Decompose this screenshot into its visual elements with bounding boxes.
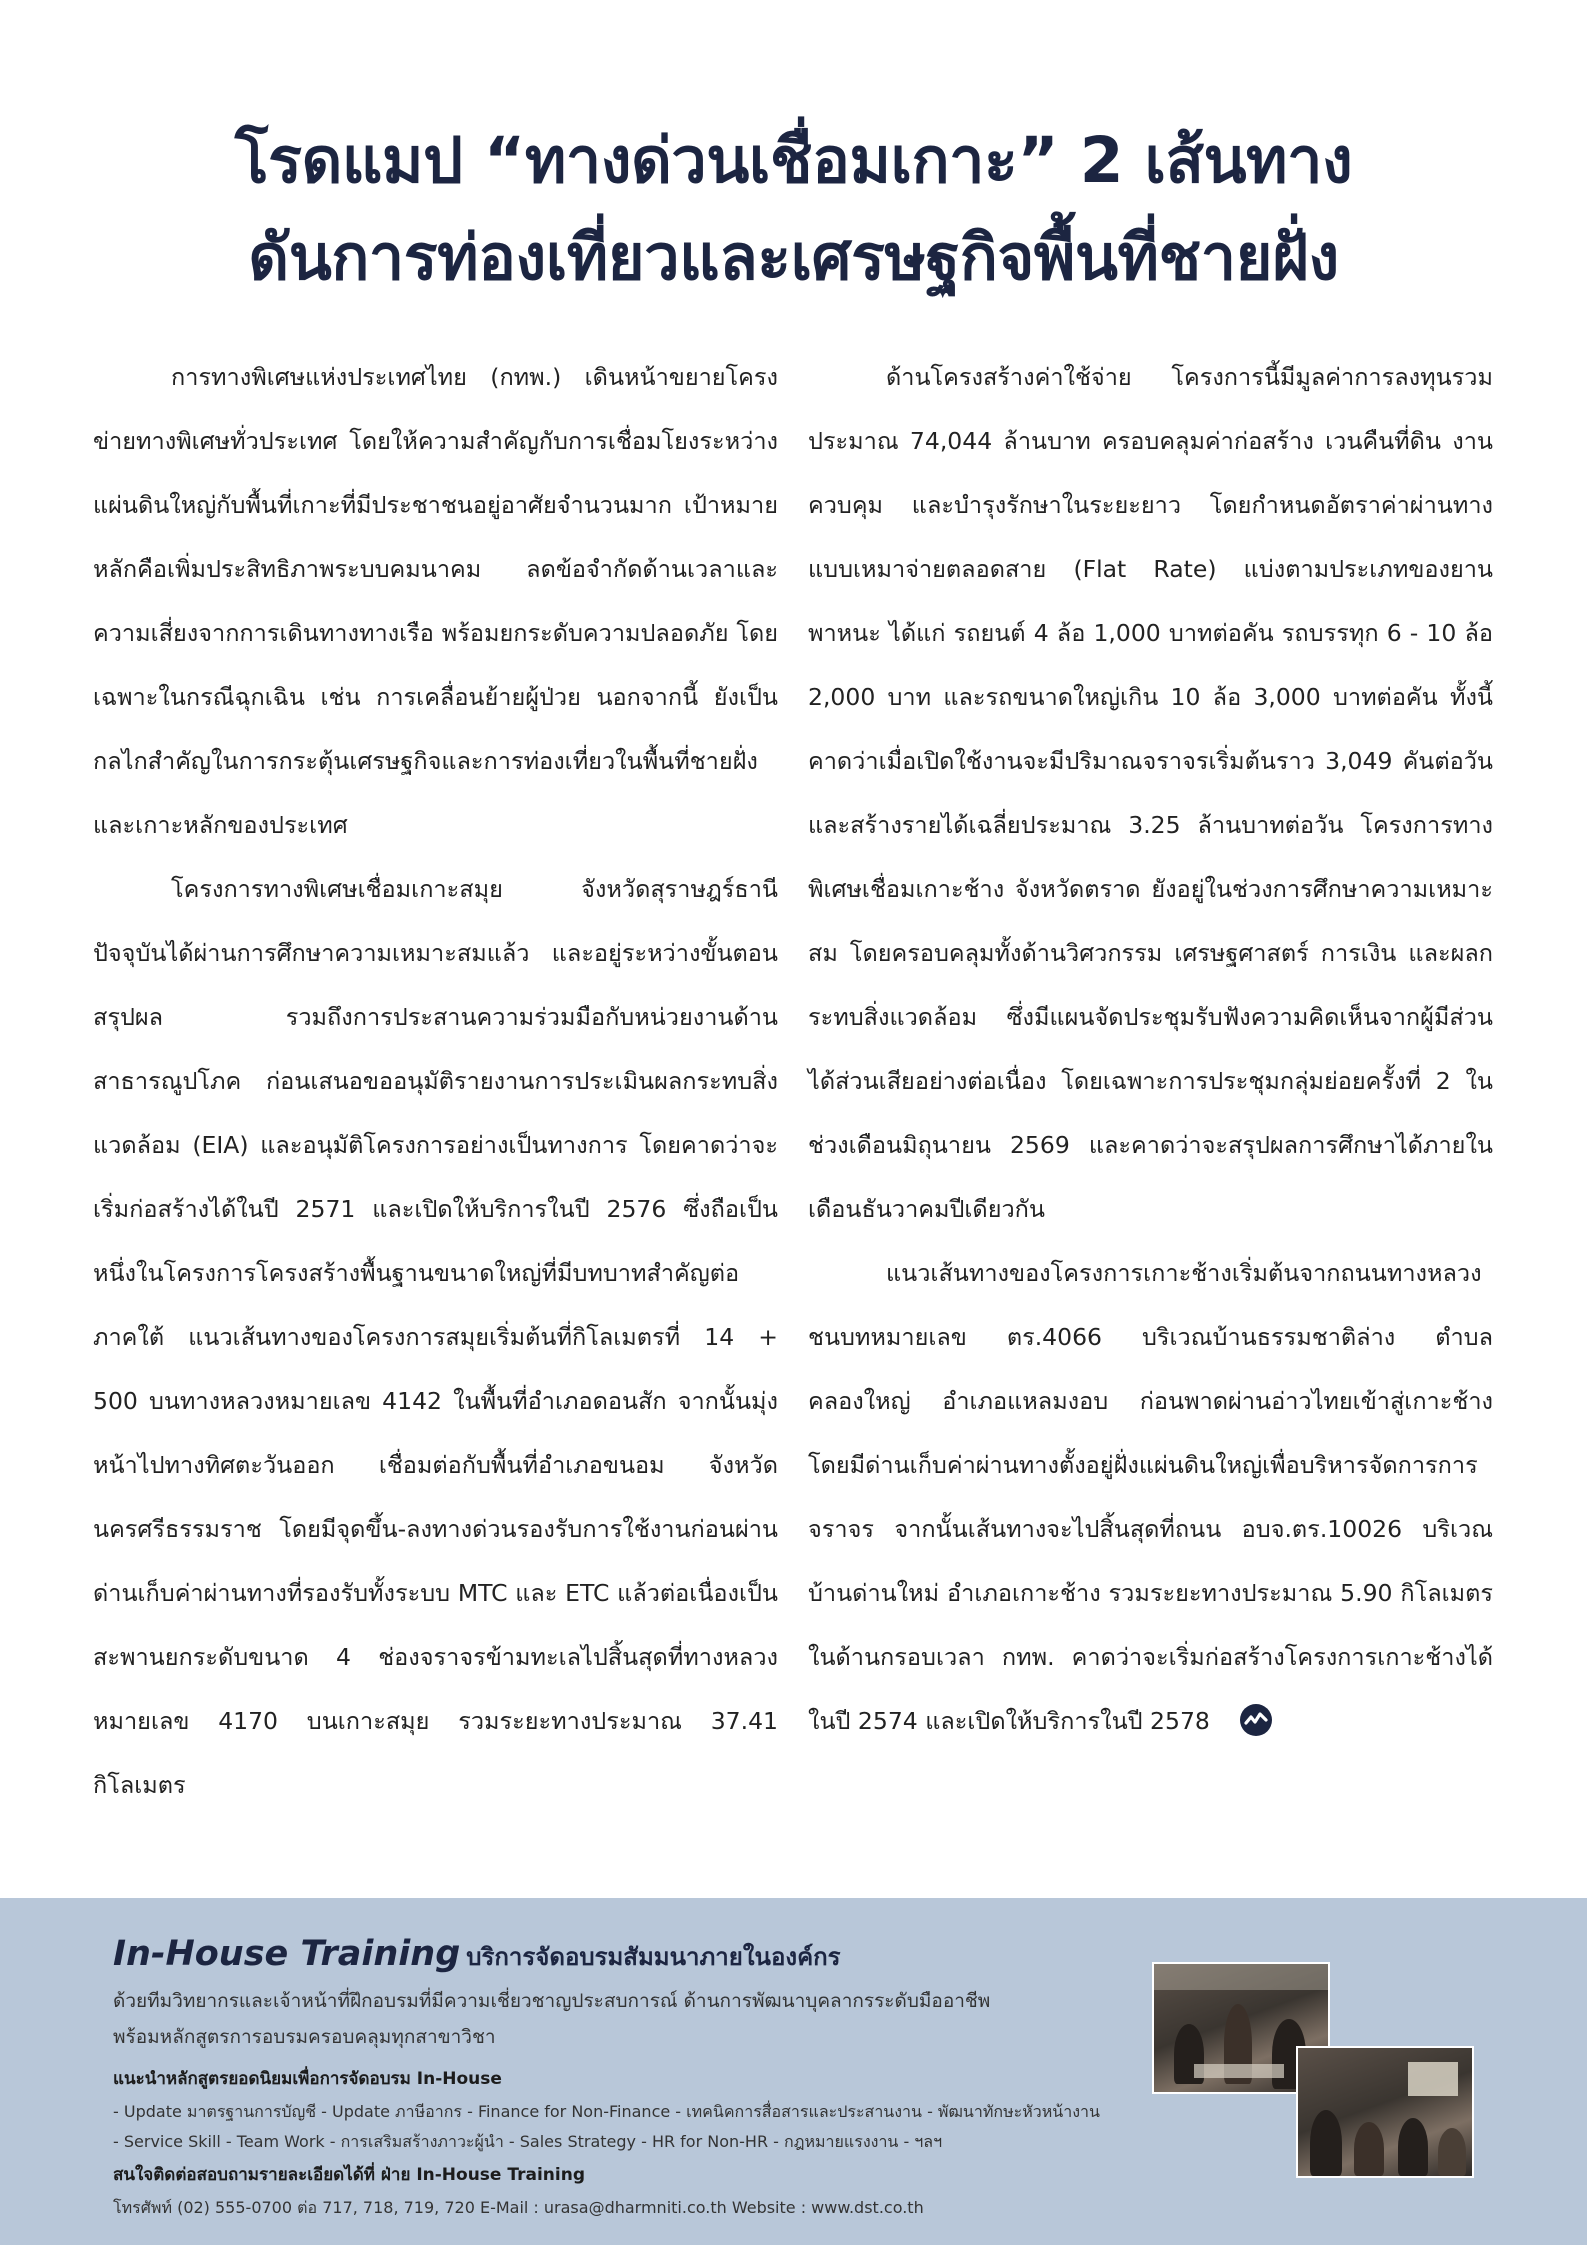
publication-logo-icon [1240,1704,1272,1736]
paragraph: ด้านโครงสร้างค่าใช้จ่าย โครงการนี้มีมูลค่าการลงทุนรวมประมาณ 74,044 ล้านบาท ครอบคลุมค่าก่อสร้าง เวนคืนที่ดิน งานควบคุม และบำรุงรักษาในระยะยาว โดยกำหนดอัตราค่าผ่านทางแบบเหมาจ่ายตลอดสาย (Flat Rate) แบ่งตามประเภทของยานพาหนะ ได้แก่ รถยนต์ 4 ล้อ 1,000 บาทต่อคัน รถบรรทุก 6 - 10 ล้อ 2,000 บาท และรถขนาดใหญ่เกิน 10 ล้อ 3,000 บาทต่อคัน ทั้งนี้คาดว่าเมื่อเปิดใช้งานจะมีปริมาณจราจรเริ่มต้นราว 3,049 คันต่อวัน และสร้างรายได้เฉลี่ยประมาณ 3.25 ล้านบาทต่อวัน โครงการทางพิเศษเชื่อมเกาะช้าง จังหวัดตราด ยังอยู่ในช่วงการศึกษาความเหมาะสม โดยครอบคลุมทั้งด้านวิศวกรรม เศรษฐศาสตร์ การเงิน และผลกระทบสิ่งแวดล้อม ซึ่งมีแผนจัดประชุมรับฟังความคิดเห็นจากผู้มีส่วนได้ส่วนเสียอย่างต่อเนื่อง โดยเฉพาะการประชุมกลุ่มย่อยครั้งที่ 2 ในช่วงเดือนมิถุนายน 2569 และคาดว่าจะสรุปผลการศึกษาได้ภายในเดือนธันวาคมปีเดียวกัน [808,363,1493,1223]
ad-courses-heading: แนะนำหลักสูตรยอดนิยมเพื่อการจัดอบรม In-House [113,2069,502,2089]
ad-brand-name: In-House Training [113,1934,461,1974]
ad-contact-line: โทรศัพท์ (02) 555-0700 ต่อ 717, 718, 719, 720 E-Mail : urasa@dharmniti.co.th Website : www.dst.co.th [113,2198,924,2217]
ad-description-1: ด้วยทีมวิทยากรและเจ้าหน้าที่ฝึกอบรมที่มีความเชี่ยวชาญประสบการณ์ ด้านการพัฒนาบุคลากรระดับมืออาชีพ [113,1990,991,2012]
left-column [93,345,778,1817]
ad-courses-line-1: - Update มาตรฐานการบัญชี - Update ภาษีอากร - Finance for Non-Finance - เทคนิคการสื่อสารและประสานงาน - พัฒนาทักษะหัวหน้างาน [113,2102,1100,2121]
paragraph [808,1241,1493,1753]
ad-brand [113,1934,841,1976]
ad-contact-heading: สนใจติดต่อสอบถามรายละเอียดได้ที่ ฝ่าย In-House Training [113,2165,585,2185]
ad-brand-subtitle: บริการจัดอบรมสัมมนาภายในองค์กร [466,1943,841,1971]
paragraph-text: แนวเส้นทางของโครงการเกาะช้างเริ่มต้นจากถนนทางหลวงชนบทหมายเลข ตร.4066 บริเวณบ้านธรรมชาติล่าง ตำบลคลองใหญ่ อำเภอแหลมงอบ ก่อนพาดผ่านอ่าวไทยเข้าสู่เกาะช้าง โดยมีด่านเก็บค่าผ่านทางตั้งอยู่ฝั่งแผ่นดินใหญ่เพื่อบริหารจัดการการจราจร จากนั้นเส้นทางจะไปสิ้นสุดที่ถนน อบจ.ตร.10026 บริเวณบ้านด่านใหม่ อำเภอเกาะช้าง รวมระยะทางประมาณ 5.90 กิโลเมตร ในด้านกรอบเวลา กทพ. คาดว่าจะเริ่มก่อสร้างโครงการเกาะช้างได้ในปี 2574 และเปิดให้บริการในปี 2578 [808,1259,1493,1735]
paragraph: โครงการทางพิเศษเชื่อมเกาะสมุย จังหวัดสุราษฎร์ธานี ปัจจุบันได้ผ่านการศึกษาความเหมาะสมแล้ว และอยู่ระหว่างขั้นตอนสรุปผล รวมถึงการประสานความร่วมมือกับหน่วยงานด้านสาธารณูปโภค ก่อนเสนอขออนุมัติรายงานการประเมินผลกระทบสิ่งแวดล้อม (EIA) และอนุมัติโครงการอย่างเป็นทางการ โดยคาดว่าจะเริ่มก่อสร้างได้ในปี 2571 และเปิดให้บริการในปี 2576 ซึ่งถือเป็นหนึ่งในโครงการโครงสร้างพื้นฐานขนาดใหญ่ที่มีบทบาทสำคัญต่อภาคใต้ แนวเส้นทางของโครงการสมุยเริ่มต้นที่กิโลเมตรที่ 14 + 500 บนทางหลวงหมายเลข 4142 ในพื้นที่อำเภอดอนสัก จากนั้นมุ่งหน้าไปทางทิศตะวันออก เชื่อมต่อกับพื้นที่อำเภอขนอม จังหวัดนครศรีธรรมราช โดยมีจุดขึ้น-ลงทางด่วนรองรับการใช้งานก่อนผ่านด่านเก็บค่าผ่านทางที่รองรับทั้งระบบ MTC และ ETC แล้วต่อเนื่องเป็นสะพานยกระดับขนาด 4 ช่องจราจรข้ามทะเลไปสิ้นสุดที่ทางหลวงหมายเลข 4170 บนเกาะสมุย รวมระยะทางประมาณ 37.41 กิโลเมตร [93,875,778,1799]
title-line-2: ดันการท่องเที่ยวและเศรษฐกิจพื้นที่ชายฝั่ง [248,221,1339,294]
in-house-training-ad [0,1898,1587,2245]
training-photo-2 [1296,2046,1474,2178]
article-title [60,112,1527,306]
right-column [808,345,1493,1753]
ad-description-2: พร้อมหลักสูตรการอบรมครอบคลุมทุกสาขาวิชา [113,2026,496,2048]
ad-courses-line-2: - Service Skill - Team Work - การเสริมสร้างภาวะผู้นำ - Sales Strategy - HR for Non-HR - กฎหมายแรงงาน - ฯลฯ [113,2132,943,2151]
title-line-1: โรดแมป “ทางด่วนเชื่อมเกาะ” 2 เส้นทาง [234,124,1353,197]
paragraph: การทางพิเศษแห่งประเทศไทย (กทพ.) เดินหน้าขยายโครงข่ายทางพิเศษทั่วประเทศ โดยให้ความสำคัญกับการเชื่อมโยงระหว่างแผ่นดินใหญ่กับพื้นที่เกาะที่มีประชาชนอยู่อาศัยจำนวนมาก เป้าหมายหลักคือเพิ่มประสิทธิภาพระบบคมนาคม ลดข้อจำกัดด้านเวลาและความเสี่ยงจากการเดินทางทางเรือ พร้อมยกระดับความปลอดภัย โดยเฉพาะในกรณีฉุกเฉิน เช่น การเคลื่อนย้ายผู้ป่วย นอกจากนี้ ยังเป็นกลไกสำคัญในการกระตุ้นเศรษฐกิจและการท่องเที่ยวในพื้นที่ชายฝั่งและเกาะหลักของประเทศ [93,363,778,839]
